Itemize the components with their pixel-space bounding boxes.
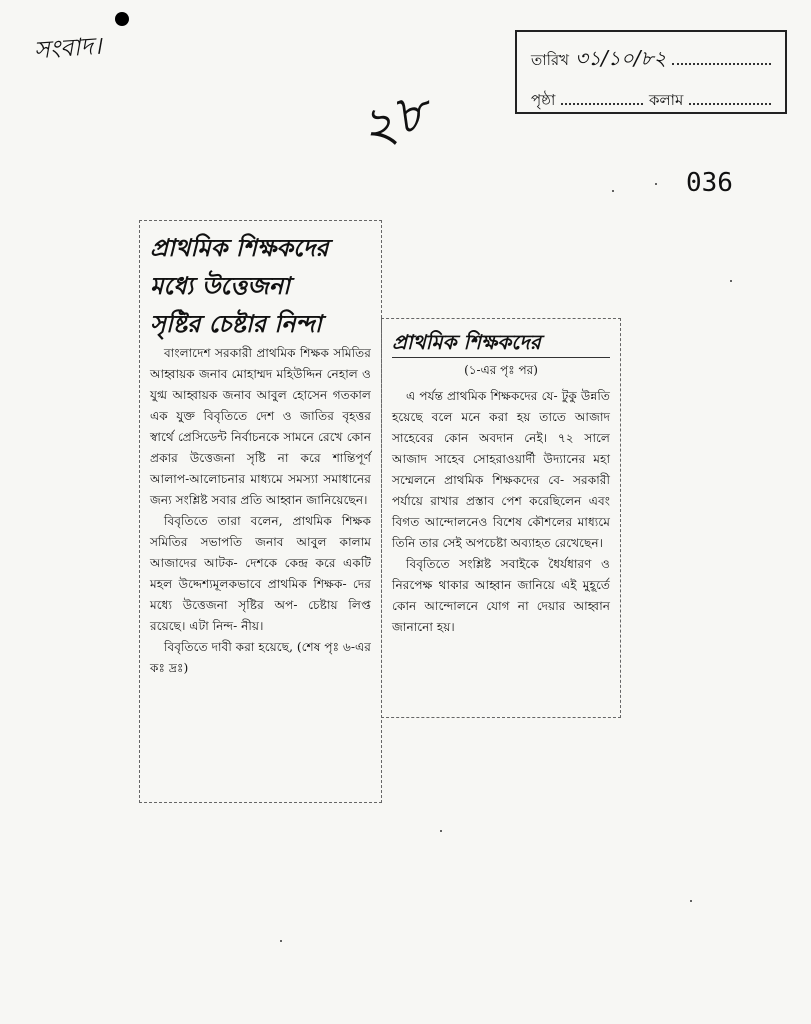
news-clipping-continuation [381,318,621,718]
speck [440,830,442,832]
archive-number: 036 [686,168,733,198]
clipping-1-headline [150,229,371,343]
page-label: পৃষ্ঠা [531,91,556,109]
headline-line: সৃষ্টির চেষ্টার নিন্দা [150,310,322,338]
ink-dot [115,12,129,26]
headline-line: মধ্যে উত্তেজনা [150,272,290,300]
clipping-1-body [150,343,371,679]
dotted-line [672,51,771,65]
date-label: তারিখ [531,51,569,69]
headline-line: প্রাথমিক শিক্ষকদের [150,234,329,262]
date-value: ৩১/১০/৮২ [575,46,667,70]
news-clipping-main [139,220,382,803]
paragraph: বিবৃতিতে তারা বলেন, প্রাথমিক শিক্ষক সমিতির সভাপতি জনাব আবুল কালাম আজাদের আটক- দেশকে কেন্দ্র করে একটি মহল উদ্দেশ্যমূলকভাবে প্রাথমিক শিক্ষক- দের মধ্যে উত্তেজনা সৃষ্টির অপ- চেষ্টায় লিপ্ত রয়েছে। এটা নিন্দ- নীয়। [150,514,371,633]
source-note-handwritten: সংবাদ। [32,31,103,65]
continuation-note: (১-এর পৃঃ পর) [464,363,538,377]
paragraph: এ পর্যন্ত প্রাথমিক শিক্ষকদের যে- টুকু উন্নতি হয়েছে বলে মনে করা হয় তাতে আজাদ সাহেবের কোন অবদান নেই। ৭২ সালে আজাদ সাহেব সোহরাওয়ার্দী উদ্যানের মহা সম্মেলনে প্রাথমিক শিক্ষকদের বে- সরকারী পর্যায়ে রাখার প্রস্তাব পেশ করেছিলেন এবং বিগত আন্দোলনেও বিশেষ কৌশলের মাধ্যমে তিনি তার সেই অপচেষ্টা অব্যাহত রেখেছেন। [392,389,610,550]
speck [280,940,282,942]
dotted-line [689,91,771,105]
paragraph: বিবৃতিতে দাবী করা হয়েছে, (শেষ পৃঃ ৬-এর কঃ দ্রঃ) [150,640,371,675]
speck [730,280,732,282]
handwritten-number: ২৮ [349,77,439,163]
speck [655,183,657,185]
date-stamp-box [515,30,787,114]
paragraph: বিবৃতিতে সংশ্লিষ্ট সবাইকে ধৈর্যধারণ ও নিরপেক্ষ থাকার আহ্বান জানিয়ে এই মুহূর্তে কোন আন্দোলনে যোগ না দেয়ার আহ্বান জানানো হয়। [392,557,610,634]
speck [690,900,692,902]
clipping-2-headline: প্রাথমিক শিক্ষকদের [392,327,610,358]
speck [612,190,614,192]
column-label: কলাম [648,91,684,109]
dotted-line [561,91,643,105]
paragraph: বাংলাদেশ সরকারী প্রাথমিক শিক্ষক সমিতির আহ্বায়ক জনাব মোহাম্মদ মহিউদ্দিন নেহাল ও যুগ্ম আহ্বায়ক জনাব আবুল হোসেন গতকাল এক যুক্ত বিবৃতিতে দেশ ও জাতির বৃহত্তর স্বার্থে প্রেসিডেন্ট নির্বাচনকে সামনে রেখে কোন প্রকার উত্তেজনা সৃষ্টি না করে শান্তিপূর্ণ আলাপ-আলোচনার মাধ্যমে সমস্যা সমাধানের জন্য সংশ্লিষ্ট সবার প্রতি আহ্বান জানিয়েছেন। [150,346,371,507]
clipping-2-body [392,386,610,638]
